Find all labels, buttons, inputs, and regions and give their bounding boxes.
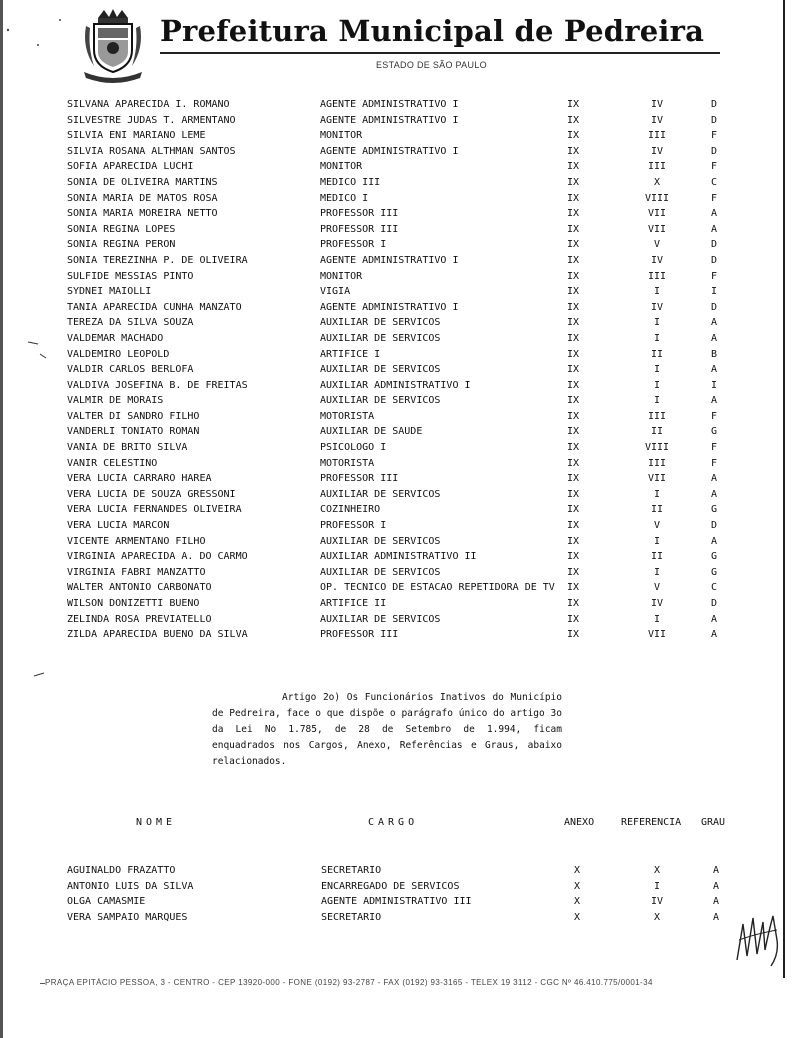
table-row [67,879,747,895]
table-row [67,378,747,394]
employee-cargo: PROFESSOR I [320,239,387,251]
employee-cargo: AGENTE ADMINISTRATIVO I [320,301,459,313]
employee-name: TANIA APARECIDA CUNHA MANZATO [67,301,242,313]
employee-name: WALTER ANTONIO CARBONATO [67,582,212,594]
table-row [67,894,747,910]
employee-grau: D [711,598,718,609]
employee-grau: D [711,254,718,266]
table-row [67,580,747,596]
employee-anexo: IX [567,504,580,516]
employee-grau: D [711,239,718,251]
employee-grau: A [713,911,720,923]
employee-grau: G [711,566,718,578]
inactive-list [67,863,747,925]
employee-name: VERA LUCIA FERNANDES OLIVEIRA [67,504,242,516]
employee-cargo: AUXILIAR ADMINISTRATIVO I [320,379,471,391]
employee-grau: B [711,348,718,360]
employee-name: VERA SAMPAIO MARQUES [67,911,188,923]
employee-referencia: IV [650,145,664,157]
employee-grau: F [711,442,718,454]
employee-referencia: I [653,286,661,298]
employee-referencia: I [653,364,661,376]
scan-border-left [0,0,3,1038]
employee-cargo: MONITOR [320,161,363,173]
employee-anexo: IX [567,442,580,454]
employee-cargo: AGENTE ADMINISTRATIVO I [320,145,459,157]
table-row [67,863,747,879]
employee-referencia: X [653,865,661,876]
employee-name: VALTER DI SANDRO FILHO [67,410,200,422]
table-row [67,222,747,238]
employee-referencia: VII [647,208,667,220]
footer-address: PRAÇA EPITÁCIO PESSOA, 3 - CENTRO - CEP 13920-000 - FONE (0192) 93-2787 - FAX (0192) 93-3165 - TELEX 19 3112 - CGC Nº 46.410.775/0001-34 [45,978,785,987]
employee-anexo: IX [567,239,580,251]
table-row [67,300,747,316]
table-row [67,191,747,207]
employee-name: SILVIA ENI MARIANO LEME [67,130,206,142]
employee-referencia: IV [650,896,664,908]
employee-cargo: MEDICO III [320,176,381,188]
employee-cargo: AUXILIAR DE SERVICOS [320,535,441,547]
employee-referencia: I [653,880,661,892]
employee-referencia: VII [647,629,667,641]
employee-name: ZILDA APARECIDA BUENO DA SILVA [67,629,248,641]
table-row [67,534,747,550]
employee-referencia: IV [650,598,664,609]
employee-cargo: PROFESSOR III [320,629,399,641]
table-row [67,253,747,269]
title-underline [160,52,720,54]
employee-anexo: IX [567,130,580,142]
employee-grau: A [711,613,718,625]
employee-anexo: X [574,896,581,908]
employee-name: SILVIA ROSANA ALTHMAN SANTOS [67,145,236,157]
employee-name: VIRGINIA APARECIDA A. DO CARMO [67,551,248,563]
employee-cargo: AUXILIAR DE SERVICOS [320,332,441,344]
employee-name: ZELINDA ROSA PREVIATELLO [67,613,212,625]
employee-referencia: III [647,270,667,282]
employee-referencia: VII [647,223,667,235]
employee-name: VERA LUCIA CARRARO HAREA [67,473,212,485]
employee-referencia: III [647,130,667,142]
table-row [67,565,747,581]
employee-name: SULFIDE MESSIAS PINTO [67,270,194,282]
employee-name: ANTONIO LUIS DA SILVA [67,880,194,892]
employee-referencia: III [647,410,667,422]
table-row [67,159,747,175]
employee-cargo: AUXILIAR DE SERVICOS [320,613,441,625]
column-header-nome: NOME [136,817,177,828]
employee-name: VALDIVA JOSEFINA B. DE FREITAS [67,379,248,391]
employee-cargo: AGENTE ADMINISTRATIVO I [320,114,459,126]
employee-anexo: IX [567,410,580,422]
employee-anexo: X [574,911,581,923]
table-row [67,424,747,440]
employee-anexo: X [574,880,581,892]
employee-grau: A [711,629,718,641]
employee-name: VANIR CELESTINO [67,457,158,469]
employee-cargo: ARTIFICE II [320,598,387,609]
employee-anexo: IX [567,176,580,188]
employee-referencia: I [653,395,661,407]
employee-grau: F [711,192,718,204]
table-row [67,128,747,144]
table-row [67,144,747,160]
employee-referencia: I [653,332,661,344]
employee-referencia: I [653,535,661,547]
employee-cargo: PSICOLOGO I [320,442,387,454]
employee-name: SONIA DE OLIVEIRA MARTINS [67,176,218,188]
column-header-referencia: REFERENCIA [621,817,682,828]
employee-grau: A [713,896,720,908]
employee-grau: D [711,301,718,313]
employee-grau: G [711,426,718,438]
employee-grau: A [711,535,718,547]
employee-name: SONIA MARIA DE MATOS ROSA [67,192,218,204]
table-row [67,175,747,191]
employee-cargo: AUXILIAR DE SERVICOS [320,317,441,329]
employee-anexo: IX [567,395,580,407]
employee-cargo: ARTIFICE I [320,348,381,360]
employee-anexo: IX [567,613,580,625]
table-row [67,206,747,222]
employee-cargo: SECRETARIO [321,865,382,876]
employee-cargo: PROFESSOR III [320,223,399,235]
state-subtitle: ESTADO DE SÃO PAULO [376,60,487,70]
table-row [67,113,747,129]
employee-cargo: AUXILIAR ADMINISTRATIVO II [320,551,477,563]
employee-grau: A [711,223,718,235]
employee-referencia: X [653,176,661,188]
table-row [67,393,747,409]
employee-cargo: ENCARREGADO DE SERVICOS [321,880,460,892]
employee-grau: A [711,395,718,407]
employee-grau: A [711,332,718,344]
employee-referencia: II [650,551,664,563]
employee-grau: F [711,410,718,422]
employee-cargo: MOTORISTA [320,457,375,469]
employee-anexo: IX [567,426,580,438]
table-row [67,627,747,643]
table-row [67,910,747,926]
employee-name: WILSON DONIZETTI BUENO [67,598,200,609]
table-row [67,315,747,331]
employee-name: VANIA DE BRITO SILVA [67,442,188,454]
employee-anexo: IX [567,99,580,110]
employee-anexo: IX [567,473,580,485]
employee-anexo: IX [567,364,580,376]
employee-referencia: V [653,239,661,251]
table-row [67,347,747,363]
table-row [67,269,747,285]
employee-referencia: IV [650,114,664,126]
employee-referencia: III [647,161,667,173]
employee-cargo: MONITOR [320,130,363,142]
employee-anexo: IX [567,286,580,298]
employee-name: VALDEMIRO LEOPOLD [67,348,170,360]
employee-referencia: I [653,317,661,329]
employee-name: TEREZA DA SILVA SOUZA [67,317,194,329]
employee-anexo: IX [567,145,580,157]
employee-grau: D [711,520,718,532]
employee-grau: I [711,379,718,391]
employee-grau: A [711,473,718,485]
employee-cargo: AUXILIAR DE SERVICOS [320,364,441,376]
employee-referencia: V [653,582,661,594]
employee-anexo: IX [567,551,580,563]
employee-referencia: V [653,520,661,532]
employee-cargo: COZINHEIRO [320,504,381,516]
employee-name: SONIA TEREZINHA P. DE OLIVEIRA [67,254,248,266]
employee-name: SOFIA APARECIDA LUCHI [67,161,194,173]
employee-name: VANDERLI TONIATO ROMAN [67,426,200,438]
employee-referencia: I [653,566,661,578]
employee-anexo: IX [567,520,580,532]
table-row [67,596,747,612]
employee-cargo: MEDICO I [320,192,369,204]
employee-cargo: PROFESSOR III [320,208,399,220]
employee-referencia: I [653,613,661,625]
employee-cargo: SECRETARIO [321,911,382,923]
employee-referencia: I [653,379,661,391]
employee-list [67,97,747,643]
employee-grau: G [711,504,718,516]
table-row [67,612,747,628]
employee-cargo: PROFESSOR III [320,473,399,485]
employee-anexo: IX [567,598,580,609]
table-row [67,97,747,113]
table-row [67,549,747,565]
employee-grau: F [711,270,718,282]
employee-referencia: II [650,504,664,516]
employee-anexo: IX [567,348,580,360]
employee-cargo: MONITOR [320,270,363,282]
employee-cargo: PROFESSOR I [320,520,387,532]
table-row [67,518,747,534]
employee-grau: I [711,286,718,298]
employee-anexo: IX [567,582,580,594]
employee-name: SONIA REGINA LOPES [67,223,176,235]
table-row [67,331,747,347]
column-header-anexo: ANEXO [564,817,595,828]
employee-cargo: VIGIA [320,286,351,298]
employee-grau: D [711,99,718,110]
employee-grau: A [711,488,718,500]
table-row [67,440,747,456]
employee-grau: A [711,317,718,329]
employee-referencia: IV [650,254,664,266]
employee-referencia: X [653,911,661,923]
employee-referencia: IV [650,99,664,110]
table-row [67,284,747,300]
employee-referencia: VIII [644,442,670,454]
employee-cargo: AUXILIAR DE SERVICOS [320,566,441,578]
employee-anexo: IX [567,317,580,329]
handwritten-signature [733,910,783,970]
employee-cargo: AGENTE ADMINISTRATIVO III [321,896,472,908]
employee-name: SILVESTRE JUDAS T. ARMENTANO [67,114,236,126]
employee-grau: A [713,865,720,876]
employee-name: VIRGINIA FABRI MANZATTO [67,566,206,578]
employee-anexo: IX [567,566,580,578]
employee-referencia: I [653,488,661,500]
employee-grau: G [711,551,718,563]
employee-anexo: IX [567,332,580,344]
employee-referencia: VII [647,473,667,485]
employee-cargo: OP. TECNICO DE ESTACAO REPETIDORA DE TV [320,582,555,594]
municipality-title: Prefeitura Municipal de Pedreira [160,14,705,48]
employee-anexo: IX [567,192,580,204]
table-row [67,487,747,503]
table-row [67,456,747,472]
column-header-cargo: CARGO [368,817,419,828]
employee-name: SYDNEI MAIOLLI [67,286,152,298]
employee-anexo: X [574,865,581,876]
employee-referencia: VIII [644,192,670,204]
employee-cargo: AUXILIAR DE SERVICOS [320,488,441,500]
employee-cargo: AUXILIAR DE SERVICOS [320,395,441,407]
article-text: Artigo 2o) Os Funcionários Inativos do Município de Pedreira, face o que dispõe o parágrafo único do artigo 3o da Lei No 1.785, de 28 de Setembro de 1.994, ficam enquadrados nos Cargos, Anexo, Referências e Graus, abaixo relacionados. [212,692,562,767]
employee-referencia: IV [650,301,664,313]
employee-name: SONIA REGINA PERON [67,239,176,251]
employee-grau: F [711,457,718,469]
employee-grau: F [711,161,718,173]
scan-border-right [783,0,785,985]
employee-cargo: AGENTE ADMINISTRATIVO I [320,254,459,266]
employee-anexo: IX [567,457,580,469]
employee-name: VALDIR CARLOS BERLOFA [67,364,194,376]
employee-anexo: IX [567,254,580,266]
employee-name: VICENTE ARMENTANO FILHO [67,535,206,547]
employee-grau: D [711,145,718,157]
employee-cargo: AGENTE ADMINISTRATIVO I [320,99,459,110]
column-header-grau: GRAU [701,817,726,828]
employee-name: VERA LUCIA MARCON [67,520,170,532]
coat-of-arms-icon [80,8,146,86]
employee-anexo: IX [567,161,580,173]
employee-anexo: IX [567,379,580,391]
employee-cargo: MOTORISTA [320,410,375,422]
employee-anexo: IX [567,535,580,547]
employee-name: SONIA MARIA MOREIRA NETTO [67,208,218,220]
table-row [67,471,747,487]
employee-grau: A [711,364,718,376]
employee-referencia: II [650,426,664,438]
employee-anexo: IX [567,270,580,282]
table-row [67,237,747,253]
employee-referencia: III [647,457,667,469]
employee-anexo: IX [567,114,580,126]
table-row [67,409,747,425]
employee-cargo: AUXILIAR DE SAUDE [320,426,423,438]
employee-name: OLGA CAMASMIE [67,896,146,908]
employee-anexo: IX [567,208,580,220]
employee-grau: A [713,880,720,892]
employee-grau: C [711,176,718,188]
employee-name: VALDEMAR MACHADO [67,332,164,344]
table-row [67,502,747,518]
employee-anexo: IX [567,629,580,641]
employee-grau: A [711,208,718,220]
employee-name: SILVANA APARECIDA I. ROMANO [67,99,230,110]
employee-referencia: II [650,348,664,360]
table-row [67,362,747,378]
employee-anexo: IX [567,301,580,313]
employee-name: VERA LUCIA DE SOUZA GRESSONI [67,488,236,500]
employee-grau: F [711,130,718,142]
employee-name: VALMIR DE MORAIS [67,395,164,407]
employee-anexo: IX [567,223,580,235]
employee-grau: C [711,582,718,594]
employee-grau: D [711,114,718,126]
article-paragraph [212,690,562,770]
employee-name: AGUINALDO FRAZATTO [67,865,176,876]
employee-anexo: IX [567,488,580,500]
